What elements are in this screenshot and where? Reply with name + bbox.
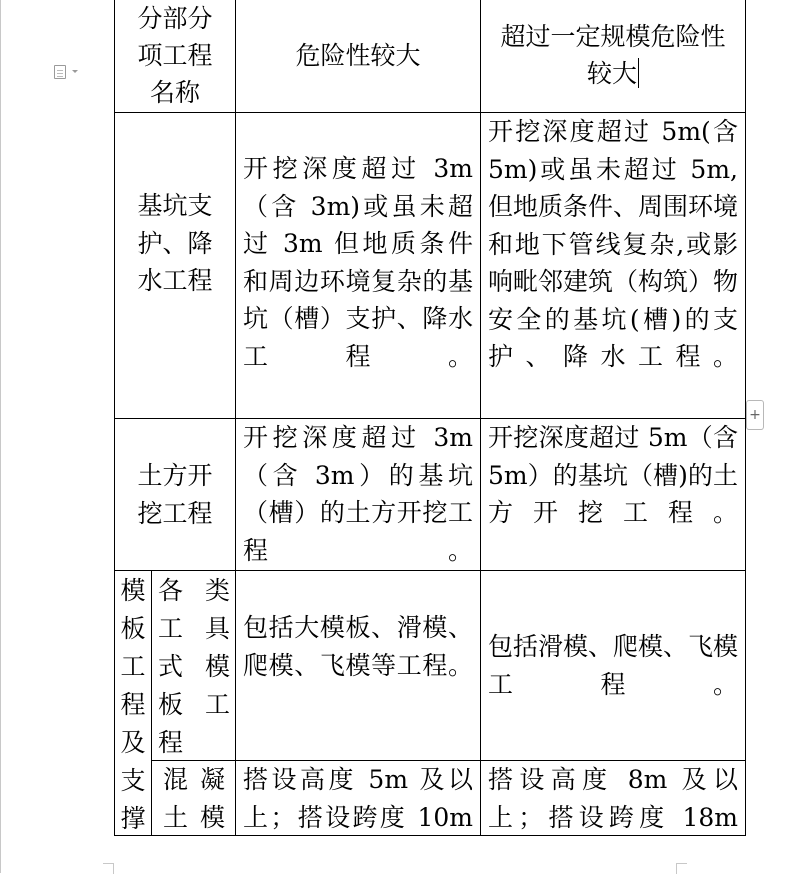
- row-excavation-support-name[interactable]: [128, 187, 222, 347]
- cell-text: 土方开挖工程: [137, 461, 213, 528]
- cell-text: 各类工具式模板工程: [158, 576, 230, 757]
- text-cursor: [638, 58, 639, 88]
- row-concrete-formwork-major[interactable]: [488, 761, 738, 835]
- cell-text: 开挖深度超过 3m（含 3m)或虽未超过 3m 但地质条件和周边环境复杂的基坑（槽）支护、降水工程。: [243, 154, 473, 371]
- table-border: [114, 570, 746, 571]
- cell-text: 搭设高度 8m 及以上；搭设跨度 18m: [488, 765, 738, 832]
- row-excavation-support-major[interactable]: [488, 113, 738, 418]
- header-name-label: 分部分项工程名称: [137, 4, 213, 107]
- cell-text: 开挖深度超过 5m（含 5m）的基坑（槽)的土方开挖工程。: [488, 423, 738, 527]
- header-major-label: 超过一定规模危险性较大: [500, 22, 726, 88]
- chevron-down-icon[interactable]: [72, 70, 78, 73]
- table-border: [114, 835, 746, 836]
- header-cell-hazard[interactable]: [236, 0, 480, 112]
- row-excavation-support-hazard[interactable]: [243, 150, 473, 380]
- header-hazard-label: 危险性较大: [295, 41, 421, 70]
- row-concrete-formwork-hazard[interactable]: [243, 761, 473, 835]
- header-cell-major-hazard[interactable]: [492, 18, 734, 112]
- page-left-margin: [0, 0, 1, 873]
- row-tool-formwork-name[interactable]: [158, 572, 230, 760]
- row-concrete-formwork-name[interactable]: [163, 761, 225, 835]
- cell-text: 基坑支护、降水工程: [137, 191, 213, 295]
- row-tool-formwork-hazard[interactable]: [243, 609, 473, 729]
- table-border: [151, 571, 152, 836]
- cell-text: 包括滑模、爬模、飞模工程。: [488, 632, 738, 699]
- cell-text: 开挖深度超过 3m（含 3m）的基坑（槽）的土方开挖工程。: [243, 423, 473, 565]
- cell-text: 混凝土模: [163, 765, 225, 832]
- cell-text: 开挖深度超过 5m(含 5m)或虽未超过 5m,但地质条件、周围环境和地下管线复杂,或影响毗邻建筑（构筑）物安全的基坑(槽)的支护、降水工程。: [488, 117, 738, 371]
- formwork-group-name[interactable]: [118, 572, 148, 836]
- cell-text: 模板工程及支撑: [120, 576, 146, 833]
- page-corner-mark-left: [103, 863, 114, 874]
- document-icon[interactable]: [54, 65, 66, 79]
- cell-text: 包括大模板、滑模、爬模、飞模等工程。: [243, 613, 473, 680]
- header-cell-name[interactable]: [128, 0, 222, 112]
- add-row-button[interactable]: +: [746, 400, 764, 430]
- cell-text: 搭设高度 5m 及以上；搭设跨度 10m: [243, 765, 473, 832]
- row-earthwork-name[interactable]: [128, 457, 222, 537]
- row-tool-formwork-major[interactable]: [488, 628, 738, 708]
- row-earthwork-major[interactable]: [488, 419, 738, 569]
- page-corner-mark-right: [676, 863, 687, 874]
- row-earthwork-hazard[interactable]: [243, 419, 473, 569]
